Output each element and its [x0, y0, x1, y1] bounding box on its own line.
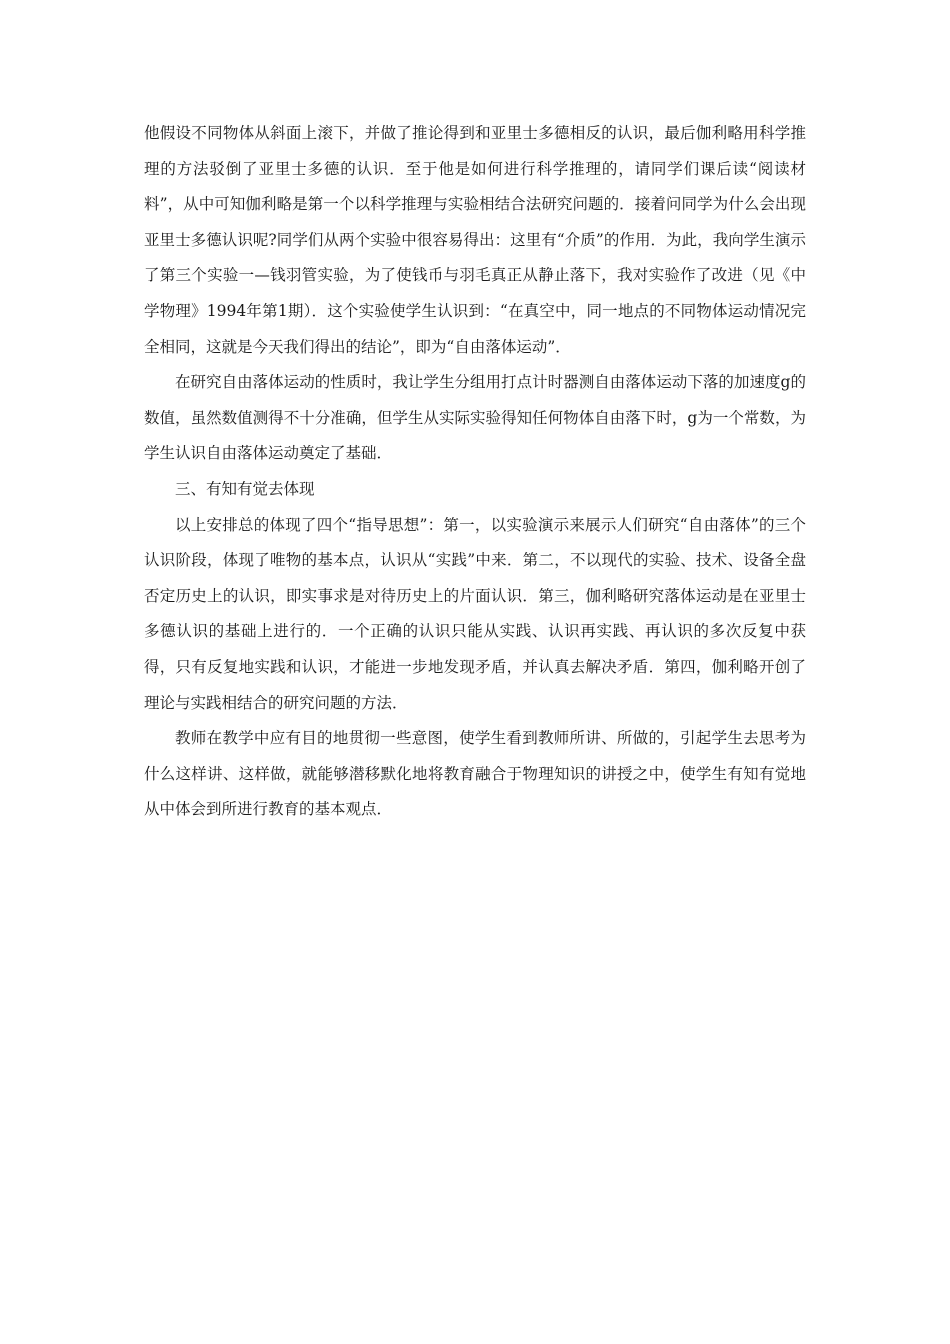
document-page	[144, 116, 806, 828]
paragraph-galileo-reasoning: 他假设不同物体从斜面上滚下，并做了推论得到和亚里士多德相反的认识，最后伽利略用科学推理的方法驳倒了亚里士多德的认识．至于他是如何进行科学推理的，请同学们课后读“阅读材料”，从中可知伽利略是第一个以科学推理与实验相结合法研究问题的．接着问同学为什么会出现亚里士多德认识呢?同学们从两个实验中很容易得出：这里有“介质”的作用．为此，我向学生演示了第三个实验一—钱羽管实验，为了使钱币与羽毛真正从静止落下，我对实验作了改进（见《中学物理》1994年第1期）．这个实验使学生认识到：“在真空中，同一地点的不同物体运动情况完全相同，这就是今天我们得出的结论”，即为“自由落体运动”．	[144, 124, 806, 356]
paragraph-free-fall-measurement: 在研究自由落体运动的性质时，我让学生分组用打点计时器测自由落体运动下落的加速度g的数值，虽然数值测得不十分准确，但学生从实际实验得知任何物体自由落下时，g为一个常数，为学生认识自由落体运动奠定了基础．	[144, 373, 806, 463]
paragraph-teacher-intent: 教师在教学中应有目的地贯彻一些意图，使学生看到教师所讲、所做的，引起学生去思考为什么这样讲、这样做，就能够潜移默化地将教育融合于物理知识的讲授之中，使学生有知有觉地从中体会到所进行教育的基本观点．	[144, 729, 806, 819]
section-heading: 三、有知有觉去体现	[175, 479, 315, 498]
paragraph-guiding-thoughts: 以上安排总的体现了四个“指导思想”：第一，以实验演示来展示人们研究“自由落体”的三个认识阶段，体现了唯物的基本点，认识从“实践”中来．第二，不以现代的实验、技术、设备全盘否定历史上的认识，即实事求是对待历史上的片面认识．第三，伽利略研究落体运动是在亚里士多德认识的基础上进行的．一个正确的认识只能从实践、认识再实践、再认识的多次反复中获得，只有反复地实践和认识，才能进一步地发现矛盾，并认真去解决矛盾．第四，伽利略开创了理论与实践相结合的研究问题的方法．	[144, 515, 806, 712]
